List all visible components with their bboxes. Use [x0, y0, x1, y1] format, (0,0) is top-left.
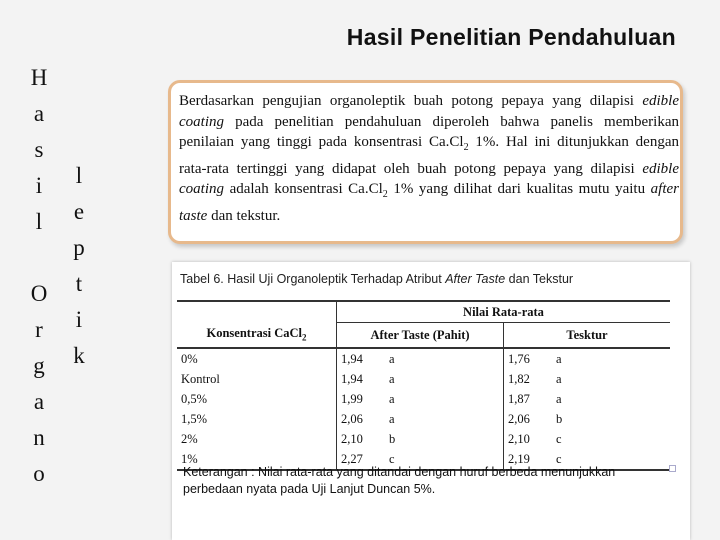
cell-aftertaste: 1,94	[341, 352, 363, 366]
cell-konsentrasi: 0%	[177, 348, 337, 369]
vertical-letter: g	[33, 353, 45, 378]
text-run: 1% yang dilihat dari kualitas mutu yaitu	[387, 181, 651, 197]
cell-tekstur: 2,10	[508, 432, 530, 446]
vertical-letter: a	[33, 101, 45, 126]
vertical-word-right	[68, 158, 90, 374]
vertical-letter: l	[35, 209, 43, 234]
table-row	[177, 369, 670, 389]
cell-aftertaste-notation: a	[385, 369, 504, 389]
vertical-letter: o	[33, 461, 45, 486]
header-tekstur: Tesktur	[566, 328, 608, 342]
cell-aftertaste-notation: c	[385, 449, 504, 470]
caption-italic: After Taste	[445, 272, 506, 286]
cell-tekstur: 1,76	[508, 352, 530, 366]
vertical-letter: H	[30, 65, 48, 90]
cell-aftertaste: 1,94	[341, 372, 363, 386]
table-caption	[180, 272, 573, 286]
cell-tekstur: 1,87	[508, 392, 530, 406]
cell-aftertaste-notation: a	[385, 348, 504, 369]
cell-tekstur: 2,06	[508, 412, 530, 426]
cell-aftertaste: 2,27	[341, 452, 363, 466]
header-konsentrasi	[177, 323, 337, 349]
cell-aftertaste: 2,10	[341, 432, 363, 446]
cell-konsentrasi: 1,5%	[177, 409, 337, 429]
slide-title: Hasil Penelitian Pendahuluan	[346, 24, 676, 50]
resize-handle[interactable]	[669, 465, 676, 472]
cell-konsentrasi: Kontrol	[177, 369, 337, 389]
cell-tekstur-notation: a	[556, 372, 562, 386]
cell-tekstur: 1,82	[508, 372, 530, 386]
table-row	[177, 348, 670, 369]
vertical-letter: O	[30, 281, 48, 306]
table-row	[177, 409, 670, 429]
cell-konsentrasi: 1%	[177, 449, 337, 470]
cell-aftertaste: 1,99	[341, 392, 363, 406]
vertical-letter: s	[34, 137, 44, 162]
vertical-letter: n	[33, 425, 45, 450]
caption-text: dan Tekstur	[505, 272, 574, 286]
cell-konsentrasi: 2%	[177, 429, 337, 449]
vertical-letter: r	[35, 317, 43, 342]
vertical-word-left	[28, 60, 50, 492]
header-nilai-rata-rata: Nilai Rata-rata	[337, 301, 671, 323]
table-row	[177, 389, 670, 409]
table-row	[177, 429, 670, 449]
text-run-italic: edible coating	[179, 160, 679, 197]
vertical-letter: i	[35, 173, 43, 198]
cell-tekstur-notation: c	[556, 452, 562, 466]
cell-tekstur: 2,19	[508, 452, 530, 466]
subscript: 2	[463, 142, 469, 153]
subscript: 2	[382, 189, 388, 200]
summary-textbox	[168, 80, 683, 244]
cell-aftertaste: 2,06	[341, 412, 363, 426]
text-run: dan tekstur.	[207, 207, 281, 224]
cell-tekstur-notation: a	[556, 392, 562, 406]
caption-text: Tabel 6. Hasil Uji Organoleptik Terhadap Atribut	[180, 272, 446, 286]
vertical-letter: e	[73, 199, 85, 224]
results-table	[177, 300, 670, 471]
vertical-letter: l	[75, 163, 83, 188]
cell-tekstur-notation: a	[556, 352, 562, 366]
header-text: Konsentrasi CaCl	[206, 325, 302, 340]
vertical-letter: a	[33, 389, 45, 414]
text-run: 1%. Hal ini ditunjukkan dengan rata-rata tertinggi yang didapat oleh buah potong pepaya yang dilapisi	[179, 134, 680, 177]
vertical-letter: t	[75, 271, 83, 296]
text-run: adalah konsentrasi Ca.Cl	[224, 181, 383, 197]
subscript: 2	[302, 332, 307, 342]
table-image-panel	[172, 262, 690, 540]
header-empty	[177, 301, 337, 323]
vertical-letter: k	[73, 343, 85, 368]
cell-tekstur-notation: c	[556, 432, 562, 446]
cell-aftertaste-notation: b	[385, 429, 504, 449]
cell-aftertaste-notation: a	[385, 389, 504, 409]
cell-konsentrasi: 0,5%	[177, 389, 337, 409]
cell-tekstur-notation: b	[556, 412, 563, 426]
vertical-letter: p	[73, 235, 85, 260]
text-run-italic: edible coating	[179, 93, 679, 130]
text-run: pada penelitian pendahuluan diperoleh bahwa panelis memberikan penilaian yang tinggi pada konsentrasi Ca.Cl	[179, 113, 679, 150]
cell-aftertaste-notation: a	[385, 409, 504, 429]
vertical-letter: i	[75, 307, 83, 332]
text-run-italic: after taste	[179, 181, 679, 224]
table-note: Keterangan : Nilai rata-rata yang ditandai dengan huruf berbeda menunjukkan perbedaan nyata pada Uji Lanjut Duncan 5%.	[183, 465, 616, 496]
header-after-taste: After Taste (Pahit)	[337, 323, 504, 349]
text-run: Berdasarkan pengujian organoleptik buah potong pepaya yang dilapisi	[179, 93, 643, 109]
summary-paragraph	[179, 91, 679, 226]
